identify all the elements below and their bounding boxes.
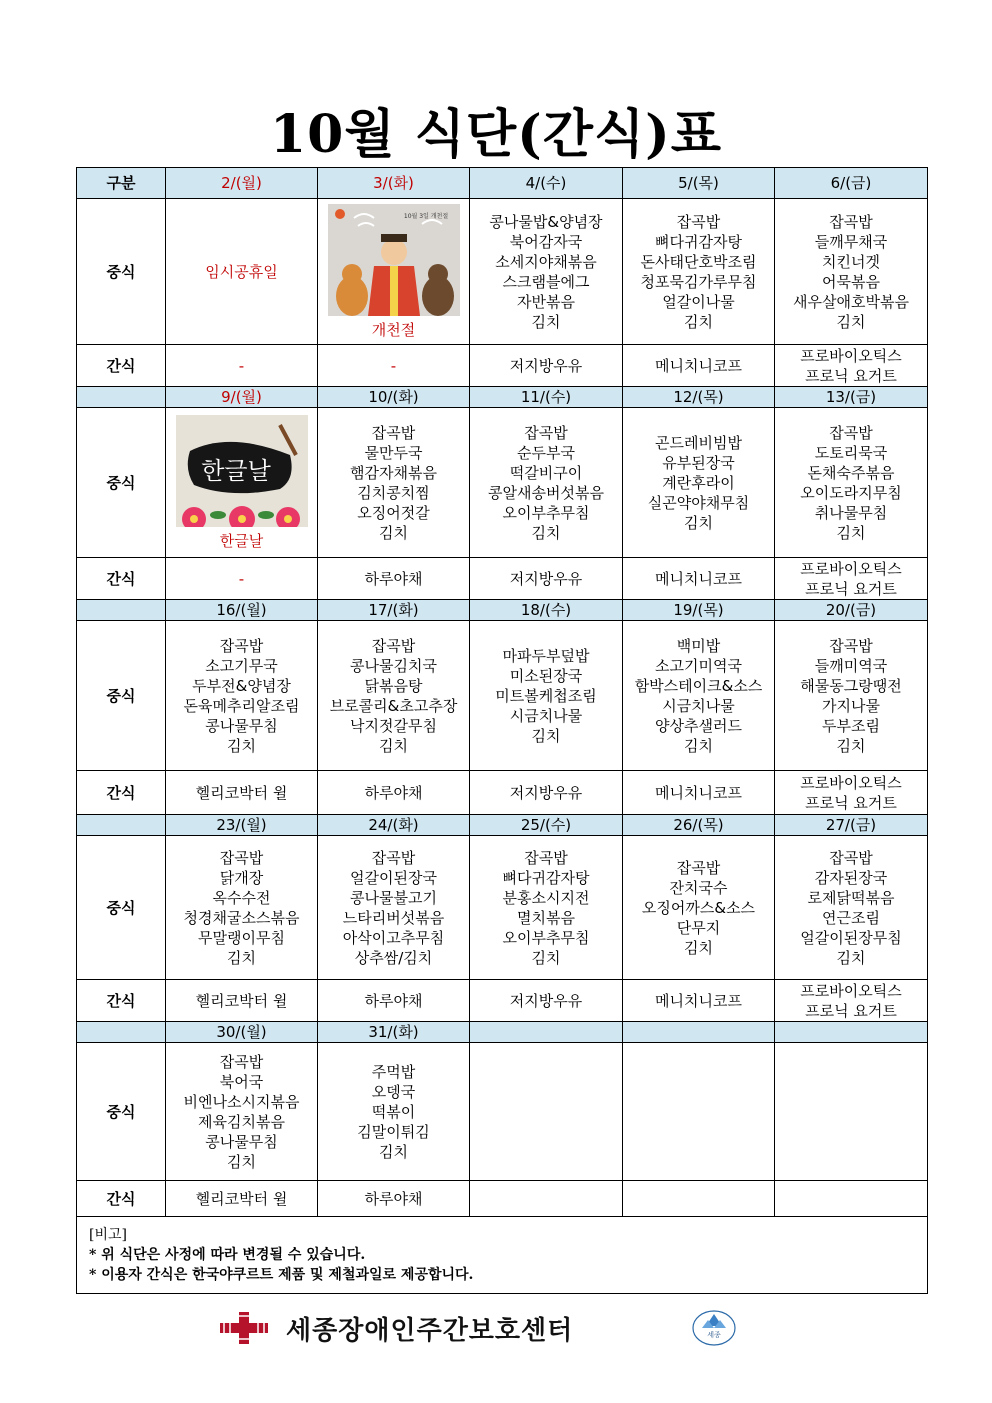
snack-cell <box>775 980 928 1022</box>
snack-item: 프로바이오틱스 <box>800 346 902 365</box>
lunch-cell <box>166 408 318 558</box>
snack-cell <box>775 1181 928 1217</box>
menu-item: 떡갈비구이 <box>509 463 583 482</box>
row-label-snack: 간식 <box>77 558 166 600</box>
menu-item: 유부된장국 <box>662 453 735 472</box>
snack-cell <box>318 345 470 387</box>
menu-item: 돈채숙주볶음 <box>807 463 895 482</box>
menu-item: 한글날 <box>219 531 264 550</box>
menu-item: 콩알새송버섯볶음 <box>488 483 604 502</box>
snack-item: 저지방우유 <box>509 356 583 375</box>
snack-item: 헬리코박터 윌 <box>195 1189 288 1208</box>
hangul-day-illustration-icon <box>176 415 308 527</box>
day-header: 17/(화) <box>318 600 470 621</box>
svg-text:한글날: 한글날 <box>200 456 271 485</box>
day-header: 20/(금) <box>775 600 928 621</box>
menu-item: 옥수수전 <box>212 888 271 907</box>
snack-item: 저지방우유 <box>509 569 583 588</box>
week-header-blank <box>77 387 166 408</box>
menu-item: 김치 <box>531 948 561 967</box>
lunch-cell <box>470 836 623 980</box>
menu-item: 뼈다귀감자탕 <box>502 868 590 887</box>
menu-item: 김치 <box>379 523 408 542</box>
menu-item: 로제닭떡볶음 <box>807 888 895 907</box>
menu-item: 계란후라이 <box>662 473 735 492</box>
menu-item: 마파두부덮밥 <box>502 646 590 665</box>
snack-item: 저지방우유 <box>509 783 583 802</box>
snack-cell <box>166 771 318 815</box>
menu-item: 콩나물무침 <box>205 716 278 735</box>
menu-item: 잡곡밥 <box>676 858 721 877</box>
snack-item: 프로닉 요거트 <box>805 1001 897 1020</box>
snack-item: 하루야채 <box>364 991 423 1010</box>
week-header-blank <box>77 815 166 836</box>
menu-item: 잡곡밥 <box>829 636 873 655</box>
lunch-cell <box>470 199 623 345</box>
snack-cell <box>318 558 470 600</box>
lunch-cell <box>318 408 470 558</box>
menu-item: 잡곡밥 <box>524 423 568 442</box>
snack-cell <box>623 771 775 815</box>
snack-cell <box>318 980 470 1022</box>
menu-item: 오이도라지무침 <box>800 483 902 502</box>
lunch-cell <box>623 1043 775 1181</box>
snack-cell <box>470 771 623 815</box>
menu-item: 김치 <box>684 312 713 331</box>
snack-cell <box>623 345 775 387</box>
menu-item: 치킨너겟 <box>822 252 880 271</box>
menu-item: 양상추샐러드 <box>655 716 742 735</box>
menu-item: 주먹밥 <box>371 1062 416 1081</box>
menu-item: 김치 <box>531 726 561 745</box>
day-header: 10/(화) <box>318 387 470 408</box>
day-header: 2/(월) <box>166 168 318 199</box>
day-header: 5/(목) <box>623 168 775 199</box>
menu-item: 들깨무채국 <box>814 232 888 251</box>
menu-item: 소고기무국 <box>205 656 278 675</box>
snack-cell <box>623 980 775 1022</box>
snack-cell <box>775 558 928 600</box>
snack-cell <box>623 558 775 600</box>
week-header-blank <box>77 600 166 621</box>
menu-item: 김치 <box>836 312 866 331</box>
snack-item: 메니치니코프 <box>655 356 742 375</box>
menu-item: 물만두국 <box>364 443 423 462</box>
menu-item: 새우살애호박볶음 <box>793 292 909 311</box>
menu-item: 잡곡밥 <box>371 636 416 655</box>
lunch-cell <box>470 408 623 558</box>
menu-item: 연근조림 <box>822 908 880 927</box>
lunch-cell <box>623 836 775 980</box>
snack-item: 메니치니코프 <box>655 991 742 1010</box>
menu-item: 김치 <box>836 948 866 967</box>
menu-item: 김치 <box>379 736 408 755</box>
menu-item: 어묵볶음 <box>822 272 880 291</box>
menu-item: 취나물무침 <box>814 503 888 522</box>
menu-item: 김치 <box>684 736 713 755</box>
day-header <box>470 1022 623 1043</box>
lunch-cell <box>318 621 470 771</box>
footer-logo <box>220 1310 740 1346</box>
menu-item: 두부전&양념장 <box>192 676 291 695</box>
day-header: 19/(목) <box>623 600 775 621</box>
menu-item: 콩나물불고기 <box>350 888 437 907</box>
svg-text:세종: 세종 <box>707 1331 721 1339</box>
menu-item: 무말랭이무침 <box>198 928 285 947</box>
lunch-cell <box>775 199 928 345</box>
menu-item: 상추쌈/김치 <box>354 948 433 967</box>
seal-logo-icon <box>692 1310 736 1346</box>
menu-item: 오징어젓갈 <box>357 503 430 522</box>
snack-item: 헬리코박터 윌 <box>195 783 288 802</box>
menu-item: 얼갈이된장무침 <box>800 928 902 947</box>
menu-item: 비엔나소시지볶음 <box>183 1092 300 1111</box>
day-header: 23/(월) <box>166 815 318 836</box>
menu-item: 돈사태단호박조림 <box>640 252 757 271</box>
day-header: 12/(목) <box>623 387 775 408</box>
menu-item: 김치 <box>684 513 713 532</box>
day-header: 18/(수) <box>470 600 623 621</box>
day-header: 30/(월) <box>166 1022 318 1043</box>
menu-item: 잡곡밥 <box>219 848 264 867</box>
menu-item: 닭개장 <box>219 868 264 887</box>
menu-item: 콩나물김치국 <box>350 656 437 675</box>
menu-item: 개천절 <box>371 320 416 339</box>
menu-item: 들깨미역국 <box>814 656 888 675</box>
snack-cell <box>166 980 318 1022</box>
menu-item: 임시공휴일 <box>205 262 278 281</box>
menu-item: 김치콩치찜 <box>357 483 430 502</box>
snack-cell <box>470 1181 623 1217</box>
snack-item: - <box>238 569 245 588</box>
menu-item: 잡곡밥 <box>219 636 264 655</box>
menu-item: 잡곡밥 <box>829 423 873 442</box>
day-header: 4/(수) <box>470 168 623 199</box>
menu-item: 잡곡밥 <box>371 848 416 867</box>
menu-item: 낙지젓갈무침 <box>350 716 437 735</box>
day-header: 3/(화) <box>318 168 470 199</box>
lunch-cell <box>166 199 318 345</box>
day-header: 9/(월) <box>166 387 318 408</box>
menu-item: 브로콜리&초고추장 <box>329 696 458 715</box>
menu-item: 소세지야채볶음 <box>495 252 597 271</box>
menu-item: 함박스테이크&소스 <box>634 676 763 695</box>
menu-item: 스크램블에그 <box>502 272 590 291</box>
row-label-lunch: 중식 <box>77 621 166 771</box>
snack-item: - <box>390 356 397 375</box>
lunch-cell <box>318 836 470 980</box>
menu-item: 뼈다귀감자탕 <box>655 232 742 251</box>
menu-item: 콩나물무침 <box>205 1132 278 1151</box>
snack-cell <box>166 345 318 387</box>
menu-item: 느타리버섯볶음 <box>342 908 445 927</box>
lunch-cell <box>775 1043 928 1181</box>
menu-item: 김치 <box>684 938 713 957</box>
menu-item: 북어감자국 <box>509 232 583 251</box>
snack-item: 저지방우유 <box>509 991 583 1010</box>
gaecheon-illustration-icon <box>328 204 460 316</box>
day-header: 31/(화) <box>318 1022 470 1043</box>
menu-item: 아삭이고추무침 <box>342 928 445 947</box>
menu-item: 김치 <box>227 736 256 755</box>
day-header: 26/(목) <box>623 815 775 836</box>
snack-item: 프로닉 요거트 <box>805 366 897 385</box>
menu-item: 잡곡밥 <box>829 212 873 231</box>
lunch-cell <box>318 1043 470 1181</box>
lunch-cell <box>166 621 318 771</box>
snack-cell <box>775 771 928 815</box>
notes <box>77 1217 928 1294</box>
row-label-lunch: 중식 <box>77 199 166 345</box>
lunch-cell <box>470 1043 623 1181</box>
snack-item: 프로바이오틱스 <box>800 981 902 1000</box>
menu-item: 햄감자채볶음 <box>350 463 437 482</box>
menu-item: 잡곡밥 <box>524 848 568 867</box>
menu-item: 해물동그랑땡전 <box>800 676 902 695</box>
lunch-cell <box>775 836 928 980</box>
menu-item: 시금치나물 <box>509 706 583 725</box>
menu-item: 청경채굴소스볶음 <box>183 908 300 927</box>
menu-item: 떡볶이 <box>371 1102 416 1121</box>
menu-item: 김치 <box>531 312 561 331</box>
lunch-cell <box>775 408 928 558</box>
row-label-lunch: 중식 <box>77 836 166 980</box>
menu-item: 김말이튀김 <box>357 1122 430 1141</box>
row-label-snack: 간식 <box>77 771 166 815</box>
snack-item: 프로바이오틱스 <box>800 773 902 792</box>
menu-item: 미트볼케첩조림 <box>495 686 597 705</box>
menu-item: 김치 <box>227 1152 256 1171</box>
day-header: 16/(월) <box>166 600 318 621</box>
day-header: 13/(금) <box>775 387 928 408</box>
row-label-lunch: 중식 <box>77 1043 166 1181</box>
header-label: 구분 <box>77 168 166 199</box>
snack-item: 하루야채 <box>364 783 423 802</box>
menu-item: 잡곡밥 <box>371 423 416 442</box>
snack-cell <box>318 771 470 815</box>
menu-item: 닭볶음탕 <box>364 676 423 695</box>
row-label-snack: 간식 <box>77 345 166 387</box>
week-header-blank <box>77 1022 166 1043</box>
lunch-cell <box>623 199 775 345</box>
menu-item: 잡곡밥 <box>676 212 721 231</box>
snack-cell <box>470 558 623 600</box>
menu-item: 멸치볶음 <box>517 908 575 927</box>
svg-text:10월 3일 개천절: 10월 3일 개천절 <box>403 212 448 220</box>
menu-item: 김치 <box>379 1142 408 1161</box>
lunch-cell <box>623 408 775 558</box>
menu-item: 잔치국수 <box>669 878 728 897</box>
menu-item: 실곤약야채무침 <box>647 493 750 512</box>
snack-cell <box>470 345 623 387</box>
day-header <box>623 1022 775 1043</box>
notes-line: * 이용자 간식은 한국야쿠르트 제품 및 제철과일로 제공합니다. <box>89 1267 474 1283</box>
snack-cell <box>775 345 928 387</box>
menu-item: 순두부국 <box>517 443 575 462</box>
menu-item: 김치 <box>227 948 256 967</box>
day-header: 27/(금) <box>775 815 928 836</box>
page-title: 10월 식단(간식)표 <box>269 104 723 165</box>
lunch-cell <box>470 621 623 771</box>
menu-item: 북어국 <box>219 1072 264 1091</box>
lunch-cell <box>623 621 775 771</box>
menu-item: 소고기미역국 <box>655 656 742 675</box>
snack-item: 프로바이오틱스 <box>800 559 902 578</box>
lunch-cell <box>166 836 318 980</box>
day-header: 24/(화) <box>318 815 470 836</box>
menu-item: 얼갈이나물 <box>662 292 735 311</box>
notes-label: [비고] <box>89 1227 127 1243</box>
menu-item: 자반볶음 <box>517 292 575 311</box>
menu-item: 곤드레비빔밥 <box>655 433 742 452</box>
menu-table <box>76 167 928 1294</box>
snack-item: 메니치니코프 <box>655 783 742 802</box>
snack-item: 프로닉 요거트 <box>805 579 897 598</box>
snack-item: 헬리코박터 윌 <box>195 991 288 1010</box>
cross-logo-icon <box>220 1312 268 1344</box>
snack-item: 메니치니코프 <box>655 569 742 588</box>
row-label-snack: 간식 <box>77 1181 166 1217</box>
menu-item: 감자된장국 <box>814 868 888 887</box>
lunch-cell <box>775 621 928 771</box>
org-name: 세종장애인주간보호센터 <box>286 1316 574 1346</box>
day-header <box>775 1022 928 1043</box>
menu-item: 제육김치볶음 <box>198 1112 285 1131</box>
menu-item: 분홍소시지전 <box>502 888 590 907</box>
day-header: 11/(수) <box>470 387 623 408</box>
row-label-lunch: 중식 <box>77 408 166 558</box>
snack-item: 프로닉 요거트 <box>805 793 897 812</box>
snack-cell <box>623 1181 775 1217</box>
menu-item: 가지나물 <box>822 696 880 715</box>
day-header: 6/(금) <box>775 168 928 199</box>
snack-cell <box>318 1181 470 1217</box>
menu-item: 오뎅국 <box>371 1082 416 1101</box>
snack-item: 하루야채 <box>364 569 423 588</box>
menu-item: 미소된장국 <box>509 666 583 685</box>
day-header: 25/(수) <box>470 815 623 836</box>
menu-item: 김치 <box>836 523 866 542</box>
notes-line: * 위 식단은 사정에 따라 변경될 수 있습니다. <box>89 1247 366 1263</box>
menu-item: 청포묵김가루무침 <box>640 272 757 291</box>
menu-item: 오이부추무침 <box>502 928 590 947</box>
snack-cell <box>166 1181 318 1217</box>
menu-item: 콩나물밥&양념장 <box>489 212 603 231</box>
snack-cell <box>166 558 318 600</box>
menu-item: 잡곡밥 <box>829 848 873 867</box>
menu-item: 김치 <box>531 523 561 542</box>
row-label-snack: 간식 <box>77 980 166 1022</box>
menu-item: 두부조림 <box>822 716 880 735</box>
menu-item: 오이부추무침 <box>502 503 590 522</box>
menu-item: 오징어까스&소스 <box>641 898 756 917</box>
menu-item: 돈육메추리알조림 <box>183 696 300 715</box>
menu-item: 시금치나물 <box>662 696 735 715</box>
menu-item: 도토리묵국 <box>814 443 888 462</box>
snack-item: 하루야채 <box>364 1189 423 1208</box>
menu-item: 얼갈이된장국 <box>350 868 437 887</box>
snack-item: - <box>238 356 245 375</box>
menu-item: 김치 <box>836 736 866 755</box>
menu-item: 백미밥 <box>676 636 721 655</box>
menu-item: 잡곡밥 <box>219 1052 264 1071</box>
lunch-cell <box>318 199 470 345</box>
lunch-cell <box>166 1043 318 1181</box>
menu-item: 단무지 <box>676 918 721 937</box>
snack-cell <box>470 980 623 1022</box>
